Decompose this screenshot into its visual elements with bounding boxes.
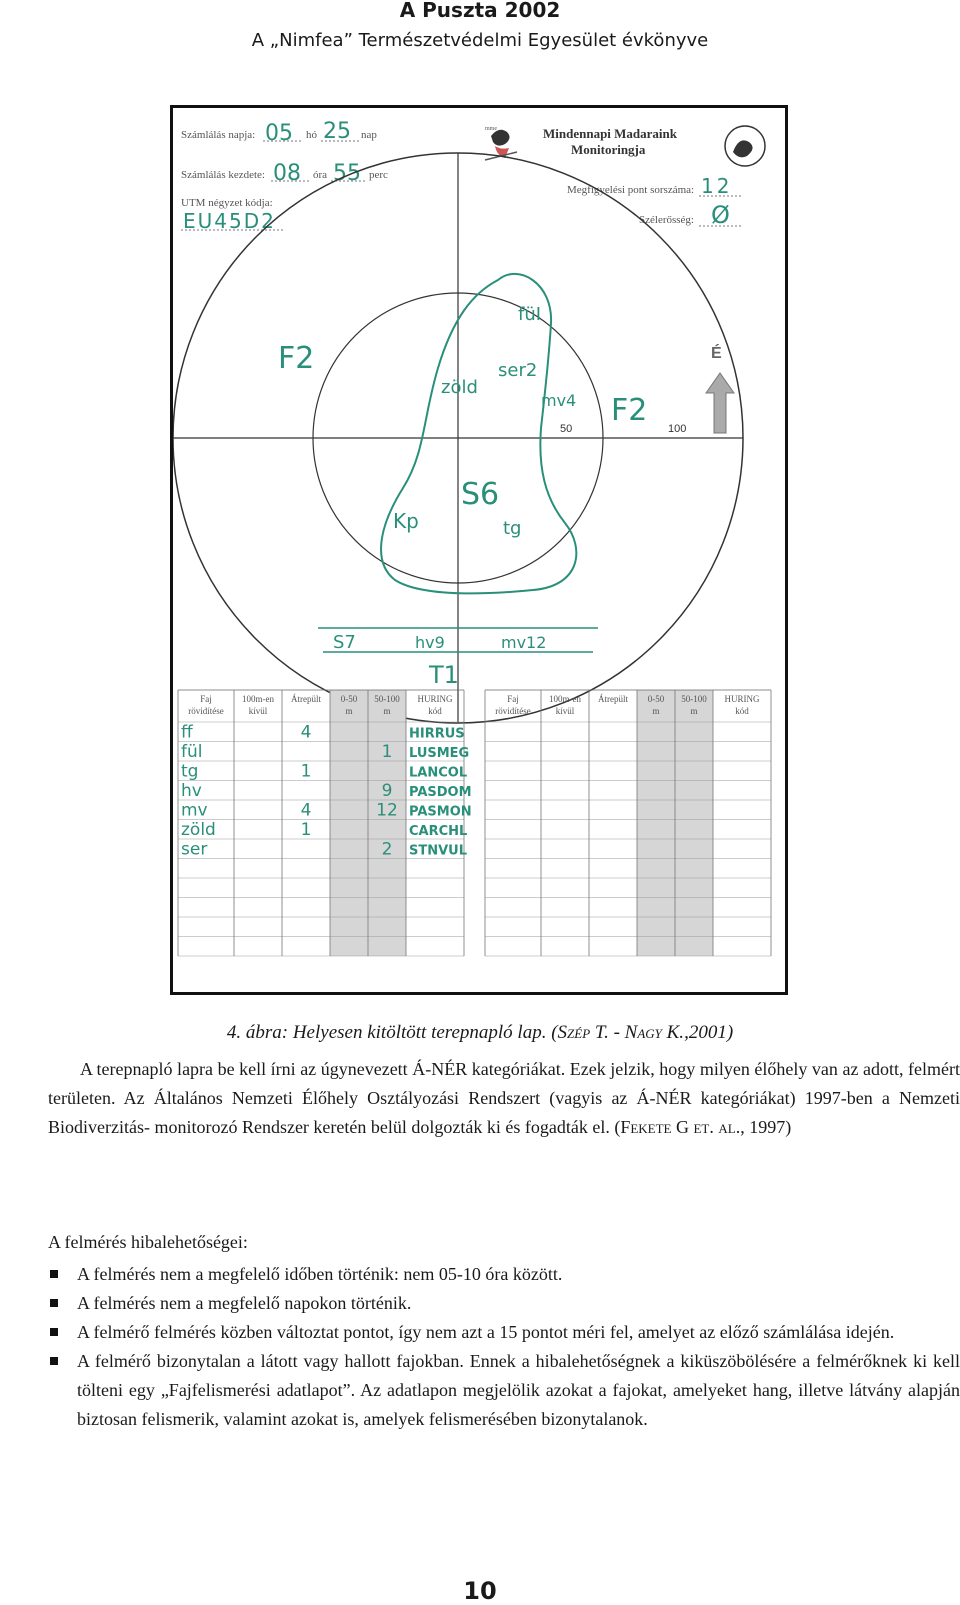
point-value: 12 [701,174,733,198]
list-item: A felmérő bizonytalan a látott vagy hallott fajokban. Ennek a hibalehetőségnek a kiküszöbölésére a felmérőknek ki kell tölteni egy „Fajfelismerési adatlapot”. Az adatlapon megjelölik azokat a fajokat, amelyeket hang, illetve látvány alapján biztosan felismerik, valamint azokat is, amelyek felismerésében bizonytalanok. [48,1347,960,1434]
table-header-cell: HURING [417,694,453,704]
table-cell-kod: LANCOL [409,765,468,781]
table-header-cell: 100m-en [549,694,581,704]
journal-title: A Puszta 2002 [399,0,561,22]
observation-map [173,153,743,723]
table-header-cell: rövidítése [188,706,224,716]
table-header-cell: Faj [507,694,519,704]
table-cell-faj: zöld [181,820,216,840]
hour-unit: óra [313,169,328,181]
start-label: Számlálás kezdete: [181,169,265,181]
point-mv4: mv4 [541,391,577,410]
table-cell-faj: tg [181,761,199,782]
date-label: Számlálás napja: [181,129,256,141]
list-item: A felmérő felmérés közben változtat pontot, így nem azt a 15 pontot méri fel, amelyet az előző számlálása idején. [48,1318,960,1347]
ring-50-label: 50 [560,423,573,435]
habitat-t1: T1 [429,661,459,689]
table-cell-kod: PASMON [409,804,472,820]
ring-100-label: 100 [668,423,687,435]
table-header-cell: m [652,706,660,716]
species-table [178,690,771,956]
table-header-cell: kívül [555,706,575,716]
table-header-cell: m [690,706,698,716]
field-log-sheet [173,108,785,992]
table-cell-faj: fül [181,742,203,762]
table-cell-kod: CARCHL [409,824,468,839]
logo-small-text: mme [485,126,497,132]
table-header-cell: 0-50 [340,694,358,704]
paragraph-citation-suffix: , 1997) [740,1117,792,1137]
table-header-cell: kívül [248,706,268,716]
point-label: Megfigyelési pont sorszáma: [567,184,695,196]
table-header-cell: m [345,706,353,716]
point-ser2: ser2 [498,360,538,381]
utm-label: UTM négyzet kódja: [181,197,273,209]
errors-label: A felmérés hibalehetőségei: [48,1232,248,1252]
seal-logo-icon [725,126,765,166]
table-cell-atrepult: 4 [300,722,312,743]
point-kp: Kp [393,509,419,533]
errors-list [48,1260,960,1434]
table-cell-kod: STNVUL [409,843,468,859]
minute-value: 55 [333,161,361,186]
bullet-square-icon [50,1299,58,1307]
caption-author1: Szép T. [557,1022,609,1043]
body-paragraph [48,1055,960,1142]
table-header-cell: Faj [200,694,212,704]
day-value: 25 [323,119,351,144]
wind-label: Szélerősség: [639,214,694,226]
point-hv9: hv9 [415,633,445,652]
north-arrow-icon [706,373,734,433]
table-header-cell: rövidítése [495,706,531,716]
table-cell-kod: LUSMEG [409,746,470,761]
table-header-cell: 50-100 [374,694,400,704]
table-cell-m100: 2 [381,839,393,860]
figure-caption [0,1022,960,1044]
org-line1: Mindennapi Madaraink [543,126,678,141]
habitat-f2-left: F2 [278,341,315,376]
bullet-square-icon [50,1357,58,1365]
paragraph-citation: Fekete G et. al. [620,1117,741,1137]
caption-author2: Nagy K. [624,1022,685,1043]
bullet-square-icon [50,1328,58,1336]
table-header-cell: m [383,706,391,716]
north-label: É [711,345,722,362]
hour-value: 08 [273,161,301,186]
table-cell-faj: ff [181,722,193,743]
point-ful: füI [518,304,542,325]
table-header-cell: 0-50 [647,694,665,704]
point-tg: tg [503,518,522,539]
table-cell-kod: PASDOM [409,785,472,800]
list-item: A felmérés nem a megfelelő időben történik: nem 05-10 óra között. [48,1260,960,1289]
month-value: 05 [265,121,293,146]
habitat-f2-right: F2 [611,393,648,428]
caption-suffix: ,2001) [684,1022,734,1043]
table-header-cell: Átrepült [598,694,628,704]
table-header-cell: HURING [724,694,760,704]
month-unit: hó [306,129,317,141]
bullet-square-icon [50,1270,58,1278]
table-header-cell: kód [735,706,749,716]
table-header-cell: Átrepült [291,694,321,704]
minute-unit: perc [369,169,388,181]
habitat-s6: S6 [461,477,500,512]
page-number: 10 [463,1577,497,1605]
point-mv12: mv12 [501,633,547,652]
habitat-s7: S7 [333,632,356,653]
day-unit: nap [361,129,377,141]
table-cell-m100: 1 [381,742,393,762]
utm-value: EU45D2 [183,209,276,233]
table-cell-faj: hv [181,781,202,801]
field-log-sheet-figure [170,105,788,995]
org-line2: Monitoringja [571,142,646,157]
table-header-cell: 100m-en [242,694,274,704]
table-cell-kod: HIRRUS [409,726,465,742]
table-cell-atrepult: 4 [300,800,312,821]
table-cell-faj: ser [181,839,208,860]
table-cell-faj: mv [181,800,208,821]
table-cell-atrepult: 1 [300,761,312,782]
table-cell-m100: 9 [381,781,393,801]
list-item: A felmérés nem a megfelelő napokon történik. [48,1289,960,1318]
wind-value: Ø [711,201,730,229]
paragraph-text: A terepnapló lapra be kell írni az úgynevezett Á-NÉR kategóriákat. Ezek jelzik, hogy milyen élőhely van az adott, felmért területen. Az Általános Nemzeti Élőhely Osztályozási Rendszert (vagyis az Á-NÉR kategóriákat) 1997-ben a Nemzeti Biodiverzitás- monitorozó Rendszer keretén belül dolgozták ki és fogadták el. ( [48,1059,960,1137]
table-cell-atrepult: 1 [300,820,312,840]
caption-sep: - [608,1022,625,1043]
journal-subtitle: A „Nimfea” Természetvédelmi Egyesület évkönyve [251,30,709,51]
table-header-cell: kód [428,706,442,716]
point-zold: zöld [441,377,478,398]
caption-prefix: 4. ábra: Helyesen kitöltött terepnapló lap. ( [226,1022,558,1043]
table-header-cell: 50-100 [681,694,707,704]
table-cell-m100: 12 [376,800,398,821]
